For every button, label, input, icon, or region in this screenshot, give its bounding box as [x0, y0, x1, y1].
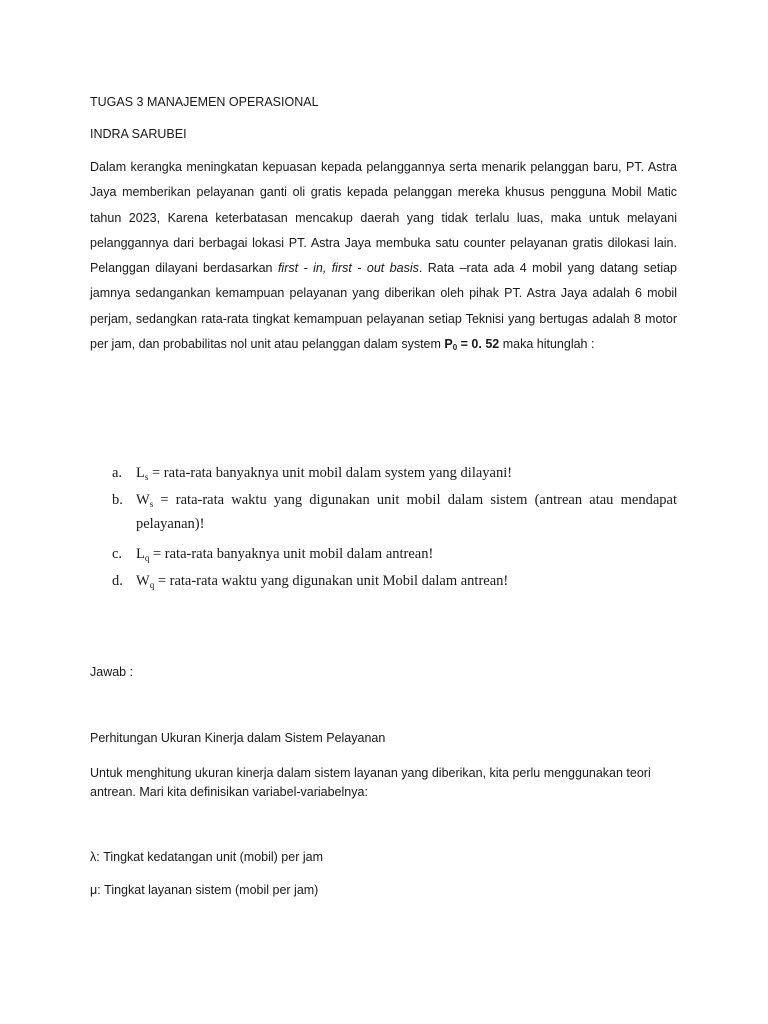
paragraph-line: perjam, sedangkan rata-rata tingkat kemampuan pelayanan setiap Teknisi yang bertugas adalah 8 motor: [90, 311, 677, 326]
text-segment: maka hitunglah :: [499, 337, 595, 352]
problem-paragraph: [90, 158, 677, 360]
p-value: = 0. 52: [457, 337, 500, 352]
definition-mu: μ: Tingkat layanan sistem (mobil per jam): [90, 883, 319, 897]
paragraph-line: antrean. Mari kita definisikan variabel-variabelnya:: [90, 785, 368, 799]
text-segment: Pelanggan dilayani berdasarkan: [90, 261, 278, 276]
question-text: [136, 542, 677, 566]
paragraph-line: tahun 2023, Karena keterbatasan mencakup daerah yang tidak terlalu luas, maka untuk melayani: [90, 210, 677, 225]
list-marker: c.: [112, 546, 123, 562]
paragraph-line: Dalam kerangka meningkatan kepuasan kepada pelanggannya serta menarik pelanggan baru, PT. Astra: [90, 160, 677, 174]
section-heading: Perhitungan Ukuran Kinerja dalam Sistem Pelayanan: [90, 731, 386, 745]
list-marker: a.: [112, 465, 123, 481]
list-item: [112, 569, 677, 596]
paragraph-line: Jaya memberikan pelayanan ganti oli gratis kepada pelanggan mereka khusus pengguna Mobil Matic: [90, 185, 677, 200]
question-text: [136, 488, 677, 512]
symbol: W: [136, 492, 150, 508]
list-item: [112, 488, 677, 542]
question-body: = rata-rata waktu yang digunakan unit Mobil dalam antrean!: [154, 573, 509, 589]
definition-lambda: λ: Tingkat kedatangan unit (mobil) per jam: [90, 850, 323, 864]
p0-value: [444, 337, 499, 351]
paragraph-line: jamnya sedangankan kemampuan pelayanan yang diberikan oleh pihak PT. Astra Jaya adalah 6 mobil: [90, 286, 677, 301]
p-symbol: P: [444, 337, 453, 352]
subscript: q: [144, 553, 150, 563]
document-title: TUGAS 3 MANAJEMEN OPERASIONAL: [90, 95, 319, 109]
list-item: [112, 461, 677, 488]
question-list: [112, 461, 677, 596]
intro-paragraph: [90, 764, 677, 802]
symbol: W: [136, 573, 150, 589]
question-body: = rata-rata waktu yang digunakan unit mobil dalam sistem (antrean atau mendapat: [153, 492, 677, 508]
paragraph-line: [90, 335, 677, 360]
symbol: L: [136, 546, 145, 562]
list-marker: d.: [112, 573, 123, 589]
question-text: [136, 461, 677, 485]
text-segment: per jam, dan probabilitas nol unit atau pelanggan dalam system: [90, 337, 445, 352]
author-name: INDRA SARUBEI: [90, 127, 187, 141]
text-segment: . Rata –rata ada 4 mobil yang datang setiap: [418, 261, 678, 276]
subscript: s: [144, 472, 149, 482]
subscript: s: [149, 499, 154, 509]
paragraph-line: [90, 259, 677, 284]
paragraph-line: pelanggannya dari berbagai lokasi PT. Astra Jaya membuka satu counter pelayanan gratis dilokasi lain.: [90, 235, 677, 250]
fifo-italic-text: first - in, first - out basis: [277, 261, 419, 276]
answer-label: Jawab :: [90, 665, 134, 679]
p-subscript: 0: [452, 343, 458, 353]
list-item: [112, 542, 677, 569]
question-text-continued: pelayanan)!: [136, 516, 205, 532]
list-marker: b.: [112, 492, 123, 508]
symbol: L: [136, 465, 145, 481]
paragraph-line: Untuk menghitung ukuran kinerja dalam sistem layanan yang diberikan, kita perlu menggunakan teori: [90, 766, 651, 780]
subscript: q: [149, 580, 155, 590]
question-body: = rata-rata banyaknya unit mobil dalam antrean!: [149, 546, 434, 562]
question-body: = rata-rata banyaknya unit mobil dalam system yang dilayani!: [148, 465, 513, 481]
question-text: [136, 569, 677, 593]
